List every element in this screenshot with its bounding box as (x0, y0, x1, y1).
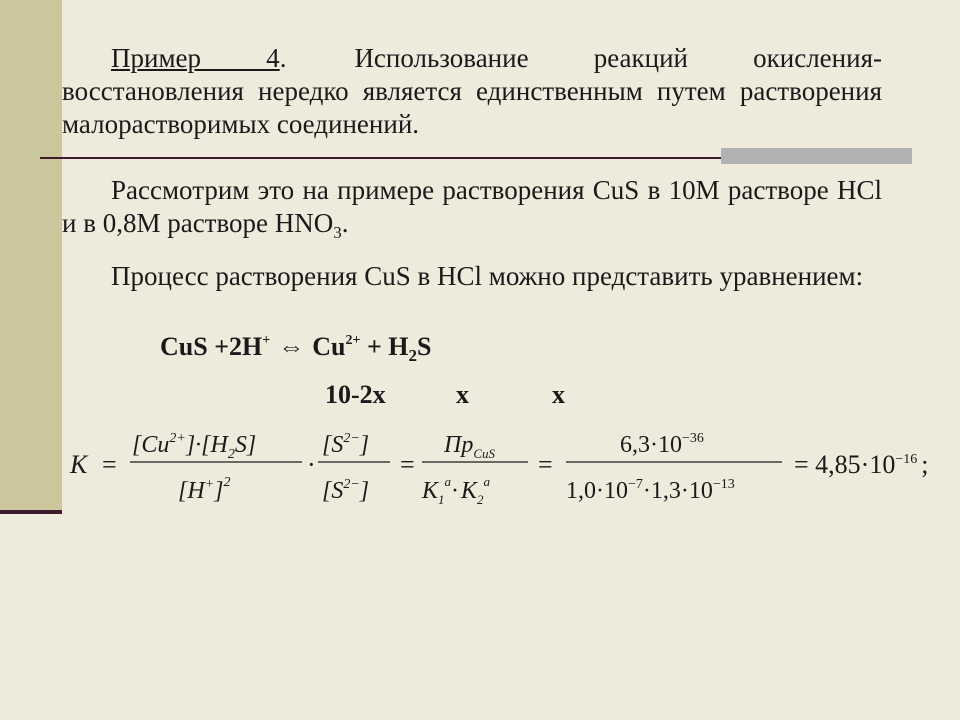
intro-paragraph: Пример 4. Использование реакций окисления-восстановления нередко является единственным путем растворения малорастворимых соединений. (62, 43, 882, 139)
svg-text:K1a·K2a: $K_1^a\cdot K_2^a$ (422, 474, 491, 507)
equilibrium-arrow: ⇔ (278, 332, 305, 361)
svg-text:[S2−]: $[S^{2-}]$ (322, 477, 370, 504)
intro-text: Использование реакций окисления-восстановления нередко является единственным путем растворения малорастворимых соединений. (62, 43, 882, 139)
svg-text:= 4,85·10−16;: = $4,85\cdot 10^{-16}$ ; (794, 450, 929, 479)
svg-text:[H+]2: $[H^+]^2$ (178, 475, 231, 504)
svg-text:=: = (102, 450, 117, 479)
svg-text:6,3·10−36: $6,3\cdot 10^{-36}$ (620, 431, 704, 458)
svg-text:[S2−]: $[S^{2-}]$ (322, 431, 370, 458)
process-paragraph: Процесс растворения CuS в HCl можно представить уравнением: (111, 261, 864, 291)
svg-text:=: = (400, 450, 415, 479)
consider-paragraph: Рассмотрим это на примере растворения CuS в 10M растворе HCl и в 0,8M растворе $HNO_3$. (62, 175, 882, 242)
concentration-h2s: x (552, 380, 565, 409)
svg-text:·: · (307, 450, 316, 479)
left-decor-band-edge (0, 510, 62, 514)
concentration-cus: 10-2x (325, 380, 386, 409)
svg-text:K: K (70, 450, 88, 479)
svg-text:ПрCuS: $Пр_{CuS}$ (444, 432, 496, 461)
left-decor-band (0, 0, 62, 514)
concentration-cu: x (456, 380, 469, 409)
svg-text:[Cu2+]·[H2S]: $[Cu^{2+}]\cdot[H_2S]$ (132, 431, 257, 462)
equilibrium-constant-formula (60, 418, 960, 518)
svg-text:=: = (538, 450, 553, 479)
title-divider-accent (721, 148, 912, 164)
svg-text:1,0·10−7·1,3·10−13: $1,0\cdot 10^{-7}\cdot 1,3\cdot 10^{-13}$ (566, 477, 735, 504)
example-label: Пример 4 (111, 43, 280, 73)
reaction-equation: CuS +2H+ ⇔ $Cu^{2+} + H_2S$ (160, 332, 432, 365)
